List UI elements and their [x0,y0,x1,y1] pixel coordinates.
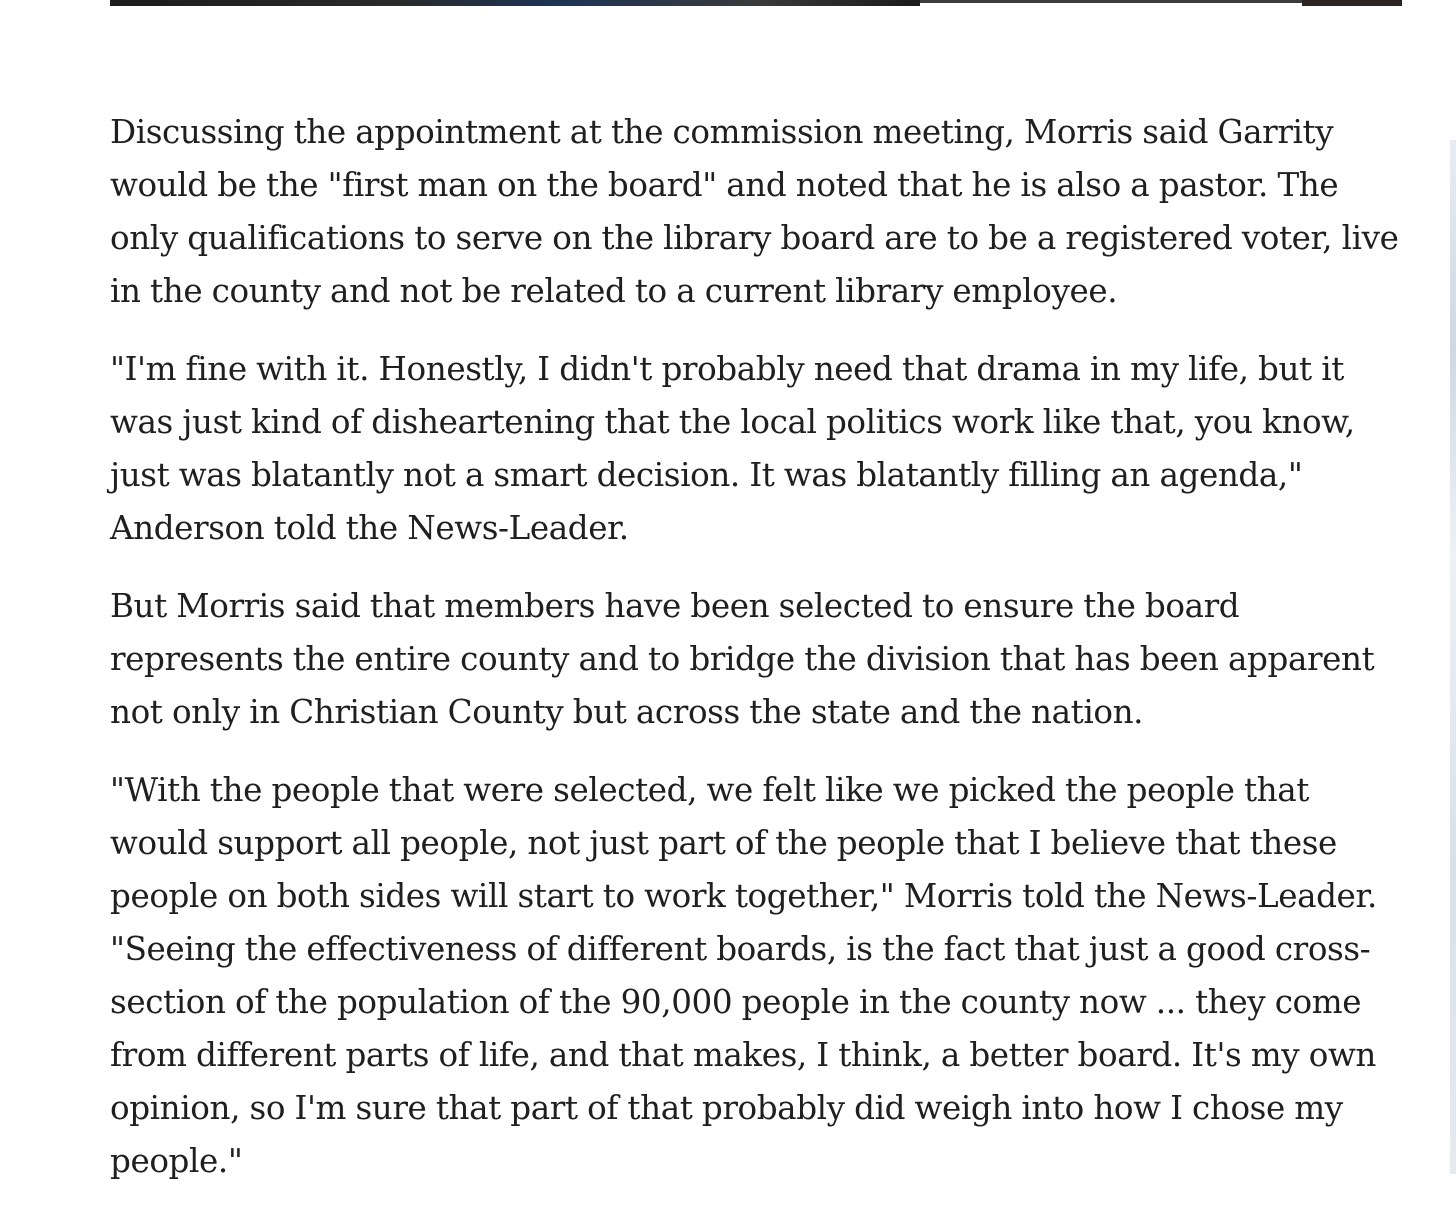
image-edge-right [1302,0,1402,6]
image-edge-middle [920,0,1302,3]
article-paragraph: Discussing the appointment at the commission meeting, Morris said Garrity would be the "first man on the board" and noted that he is also a pastor. The only qualifications to serve on the library board are to be a registered voter, live in the county and not be related to a current library employee. [110,113,1399,310]
image-edge-left [110,0,920,6]
article-paragraph: "I'm fine with it. Honestly, I didn't probably need that drama in my life, but it was just kind of disheartening that the local politics work like that, you know, just was blatantly not a smart decision. It was blatantly filling an agenda," Anderson told the News-Leader. [110,350,1355,547]
article-paragraph: "With the people that were selected, we felt like we picked the people that would support all people, not just part of the people that I believe that these people on both sides will start to work together," Morris told the News-Leader. "Seeing the effectiveness of different boards, is the fact that just a good cross-section of the population of the 90,000 people in the county now ... they come from different parts of life, and that makes, I think, a better board. It's my own opinion, so I'm sure that part of that probably did weigh into how I chose my people." [110,771,1377,1180]
right-edge-strip [1450,140,1456,1174]
article-body [110,106,1406,1213]
article-paragraph: But Morris said that members have been selected to ensure the board represents the entire county and to bridge the division that has been apparent not only in Christian County but across the state and the nation. [110,587,1375,731]
top-image-edge [0,0,1456,6]
